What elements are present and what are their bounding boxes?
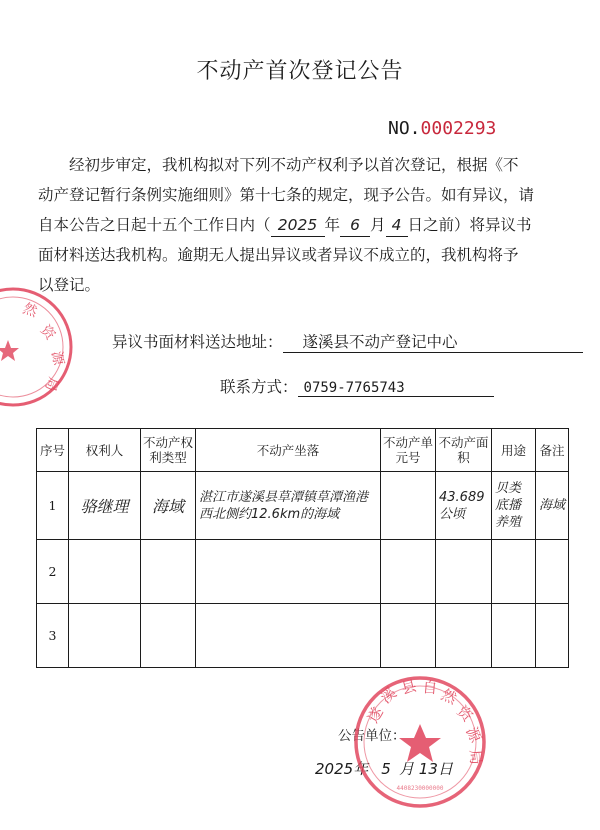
- contact-info: [220, 375, 494, 397]
- body-line-1: 经初步审定，我机构拟对下列不动产权利予以首次登记，根据《不: [69, 156, 519, 174]
- cell-use: [492, 540, 536, 604]
- issue-year: 2025: [315, 760, 354, 778]
- svg-text:溪: 溪: [377, 683, 401, 708]
- cell-right-type: 海域: [141, 472, 196, 540]
- svg-text:县: 县: [399, 676, 419, 698]
- body-line-3d: 日之前）将异议书: [407, 216, 532, 234]
- issue-month: 5: [381, 760, 391, 778]
- doc-no-prefix: NO.: [388, 118, 421, 139]
- col-header-unit-no: 不动产单元号: [381, 429, 436, 472]
- objection-address: [112, 330, 583, 353]
- cell-unit-no: [381, 604, 436, 668]
- body-line-3: [38, 210, 583, 240]
- svg-text:源: 源: [48, 349, 67, 367]
- cell-right-type: [141, 540, 196, 604]
- svg-text:局: 局: [466, 748, 486, 766]
- body-line-3b: 年: [324, 216, 341, 234]
- svg-text:资: 资: [453, 702, 477, 726]
- deadline-day: 4: [386, 214, 408, 237]
- cell-right-type: [141, 604, 196, 668]
- cell-no: 3: [37, 604, 69, 668]
- body-line-5: 以登记。: [38, 276, 101, 294]
- contact-value: 0759-7765743: [298, 380, 494, 397]
- seal-partial-left: [0, 282, 78, 412]
- official-seal: [350, 672, 490, 812]
- cell-no: 2: [37, 540, 69, 604]
- cell-use: [492, 604, 536, 668]
- body-line-3c: 月: [370, 216, 386, 234]
- issuer-label: 公告单位：: [338, 728, 406, 744]
- document-number: [388, 118, 496, 139]
- cell-area: [436, 540, 492, 604]
- issue-year-char: 年: [353, 760, 369, 778]
- table-header-row: [37, 429, 569, 472]
- page-title: 不动产首次登记公告: [196, 59, 404, 84]
- cell-note: [536, 604, 569, 668]
- col-header-area: 不动产面 积: [436, 429, 492, 472]
- cell-location: [196, 604, 381, 668]
- svg-text:然: 然: [20, 300, 40, 321]
- deadline-month: 6: [340, 214, 370, 237]
- svg-text:4408230000000: 4408230000000: [396, 785, 444, 792]
- issue-day-char: 日: [437, 760, 453, 778]
- objection-address-value: 遂溪县不动产登记中心: [283, 330, 583, 353]
- property-table: [36, 428, 569, 668]
- svg-text:局: 局: [41, 374, 62, 394]
- body-line-4: 面材料送达我机构。逾期无人提出异议或者异议不成立的，我机构将予: [38, 246, 519, 264]
- cell-holder: [69, 604, 141, 668]
- cell-area: [436, 604, 492, 668]
- cell-unit-no: [381, 472, 436, 540]
- cell-unit-no: [381, 540, 436, 604]
- issue-day: 13: [418, 760, 438, 778]
- deadline-year: 2025: [271, 214, 325, 237]
- cell-area: 43.689公顷: [436, 472, 492, 540]
- doc-no-number: 0002293: [420, 118, 497, 139]
- svg-text:遂: 遂: [363, 703, 387, 726]
- issue-month-char: 月: [398, 760, 414, 778]
- cell-no: 1: [37, 472, 69, 540]
- contact-label: 联系方式：: [220, 378, 298, 396]
- svg-text:源: 源: [462, 724, 486, 746]
- body-line-3a: 自本公告之日起十五个工作日内（: [38, 216, 271, 234]
- svg-text:资: 资: [36, 322, 59, 344]
- notice-body: [38, 150, 583, 300]
- svg-text:然: 然: [438, 685, 460, 708]
- cell-location: [196, 540, 381, 604]
- table-row: [37, 540, 569, 604]
- cell-location: 湛江市遂溪县草潭镇草潭渔港西北侧约12.6km的海域: [196, 472, 381, 540]
- cell-note: 海域: [536, 472, 569, 540]
- col-header-note: 备注: [536, 429, 569, 472]
- objection-address-label: 异议书面材料送达地址：: [112, 333, 283, 351]
- svg-text:自: 自: [421, 678, 439, 698]
- cell-use: 贝类底播养殖: [492, 472, 536, 540]
- col-header-holder: 权利人: [69, 429, 141, 472]
- table-row: [37, 604, 569, 668]
- cell-holder: [69, 540, 141, 604]
- col-header-right-type: 不动产权利类型: [141, 429, 196, 472]
- body-line-2: 动产登记暂行条例实施细则》第十七条的规定，现予公告。如有异议，请: [38, 186, 535, 204]
- col-header-use: 用途: [492, 429, 536, 472]
- table-row: [37, 472, 569, 540]
- cell-holder: 骆继理: [69, 472, 141, 540]
- col-header-location: 不动产坐落: [196, 429, 381, 472]
- cell-note: [536, 540, 569, 604]
- col-header-no: 序号: [37, 429, 69, 472]
